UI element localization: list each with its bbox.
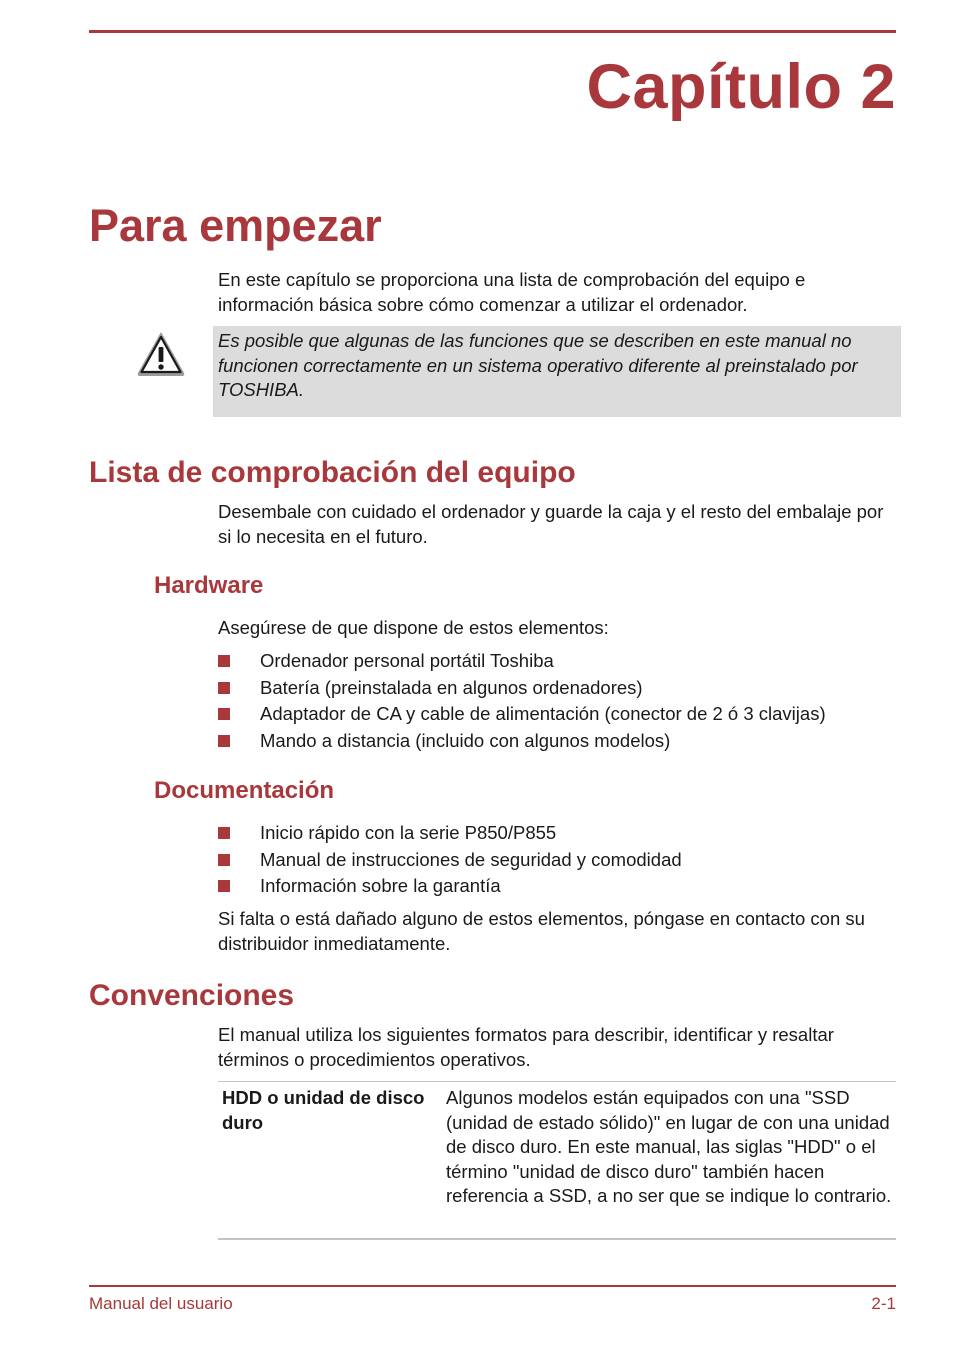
documentation-list (218, 820, 682, 900)
subsection-heading-documentation: Documentación (154, 777, 335, 804)
intro-paragraph: En este capítulo se proporciona una lista de comprobación del equipo e información básica sobre cómo comenzar a utilizar el ordenador. (218, 269, 806, 315)
table-bottom-border (218, 1238, 896, 1240)
bullet-square-icon (218, 682, 230, 694)
chapter-label: Capítulo 2 (586, 52, 896, 122)
list-item: Información sobre la garantía (218, 873, 682, 900)
bullet-square-icon (218, 655, 230, 667)
section-heading-conventions: Convenciones (89, 979, 295, 1012)
list-item: Adaptador de CA y cable de alimentación (conector de 2 ó 3 clavijas) (218, 701, 826, 728)
list-item: Ordenador personal portátil Toshiba (218, 648, 826, 675)
footer-page-number: 2-1 (871, 1294, 896, 1313)
warning-triangle-icon (136, 329, 186, 379)
footer-rule (89, 1285, 896, 1287)
table-definition-cell: Algunos modelos están equipados con una "SSD (unidad de estado sólido)" en lugar de con una unidad de disco duro. En este manual, las siglas "HDD" o el término "unidad de disco duro" también hacen referencia a SSD, a no ser que se indique lo contrario. (446, 1087, 892, 1206)
bullet-square-icon (218, 708, 230, 720)
list-item: Mando a distancia (incluido con algunos modelos) (218, 728, 826, 755)
conventions-intro: El manual utiliza los siguientes formatos para describir, identificar y resaltar términos o procedimientos operativos. (218, 1024, 834, 1070)
documentation-note: Si falta o está dañado alguno de estos elementos, póngase en contacto con su distribuidor inmediatamente. (218, 908, 865, 954)
list-item: Batería (preinstalada en algunos ordenadores) (218, 675, 826, 702)
bullet-square-icon (218, 880, 230, 892)
list-item: Manual de instrucciones de seguridad y comodidad (218, 847, 682, 874)
bullet-square-icon (218, 854, 230, 866)
top-rule (89, 30, 896, 33)
section-heading-checklist: Lista de comprobación del equipo (89, 456, 576, 489)
list-item: Inicio rápido con la serie P850/P855 (218, 820, 682, 847)
bullet-square-icon (218, 827, 230, 839)
table-term-cell: HDD o unidad de disco duro (222, 1087, 425, 1133)
page-title: Para empezar (89, 200, 382, 251)
warning-note-text: Es posible que algunas de las funciones que se describen en este manual no funcionen correctamente en un sistema operativo diferente al preinstalado por TOSHIBA. (218, 330, 858, 400)
hardware-intro: Asegúrese de que dispone de estos elementos: (218, 617, 609, 638)
subsection-heading-hardware: Hardware (154, 572, 264, 599)
footer-manual-title: Manual del usuario (89, 1294, 233, 1313)
table-top-border (218, 1081, 896, 1082)
hardware-list (218, 648, 826, 755)
checklist-paragraph: Desembale con cuidado el ordenador y guarde la caja y el resto del embalaje por si lo necesita en el futuro. (218, 501, 884, 547)
bullet-square-icon (218, 735, 230, 747)
